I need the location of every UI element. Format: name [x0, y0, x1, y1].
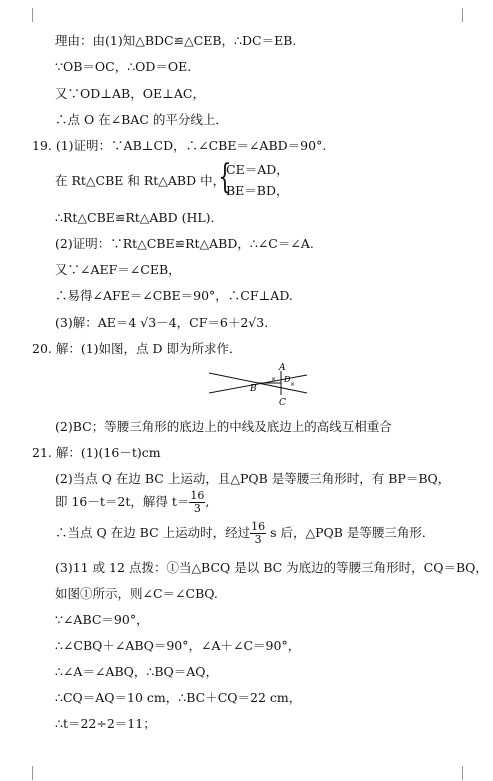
- text-line-q19-3: (3)解：AE＝4 √3－4，CF＝6＋2√3.: [55, 315, 269, 330]
- text-line-solve-t: [55, 490, 209, 515]
- text-line-abc-90: ∵∠ABC＝90°，: [55, 612, 149, 627]
- text-line-q21-2: (2)当点 Q 在边 BC 上运动，且△PQB 是等腰三角形时，有 BP＝BQ，: [55, 471, 451, 486]
- figure-label-b: B: [250, 384, 257, 394]
- text-line-t-value: ∴t＝22÷2＝11；: [55, 716, 156, 731]
- crop-mark-top-right: [462, 8, 477, 22]
- figure-label-c: C: [279, 398, 286, 407]
- fraction-16-3: [189, 490, 205, 515]
- text-line-figure-ref: 如图①所示，则∠C＝∠CBQ.: [55, 586, 218, 601]
- brace-symbol: {: [218, 157, 232, 197]
- solve-t-comma: ,: [205, 494, 210, 509]
- text-line-q19-1: 19. (1)证明：∵AB⊥CD，∴∠CBE＝∠ABD＝90°.: [32, 138, 327, 153]
- figure-label-a: A: [279, 363, 286, 373]
- figure-label-d: D: [284, 375, 291, 384]
- fraction-numerator: 16: [190, 489, 205, 502]
- text-line-perpendicular: 又∵OD⊥AB，OE⊥AC，: [55, 86, 205, 101]
- text-line-bq-aq: ∴∠A＝∠ABQ，∴BQ＝AQ，: [55, 664, 219, 679]
- text-line-angle-aef: 又∵∠AEF＝∠CEB，: [55, 262, 181, 277]
- construction-figure: [207, 363, 317, 407]
- fraction-16-3-b: [250, 521, 266, 546]
- text-line-be-bd: BE＝BD，: [226, 183, 289, 198]
- text-line-q19-triangles: 在 Rt△CBE 和 Rt△ABD 中，: [55, 173, 226, 188]
- text-line-ce-ad: CE＝AD，: [226, 162, 289, 177]
- text-line-q21-3: (3)11 或 12 点拨：①当△BCQ 是以 BC 为底边的等腰三角形时，CQ＝BQ，: [55, 560, 488, 575]
- fraction-numerator-b: 16: [251, 520, 266, 533]
- fraction-denominator-b: 3: [254, 533, 262, 546]
- text-line-cq-aq: ∴CQ＝AQ＝10 cm，∴BC＋CQ＝22 cm，: [55, 690, 302, 705]
- text-line-after-time: [55, 521, 434, 546]
- text-line-reason: 理由：由(1)知△BDC≌△CEB，∴DC＝EB.: [55, 33, 297, 48]
- text-line-q19-2: (2)证明：∵Rt△CBE≌Rt△ABD，∴∠C＝∠A.: [55, 236, 314, 251]
- fraction-denominator: 3: [193, 502, 201, 515]
- text-line-bisector: ∴点 O 在∠BAC 的平分线上．: [55, 112, 228, 127]
- crop-mark-bottom-left: [18, 766, 33, 780]
- text-line-q20-2: (2)BC；等腰三角形的底边上的中线及底边上的高线互相重合: [55, 419, 392, 434]
- text-line-q21-1: 21. 解：(1)(16－t)cm: [32, 445, 161, 460]
- text-line-q20-1: 20. 解：(1)如图，点 D 即为所求作．: [32, 341, 242, 356]
- text-line-angle-sum: ∴∠CBQ＋∠ABQ＝90°，∠A＋∠C＝90°，: [55, 638, 301, 653]
- figure-tick-2: ×: [290, 381, 296, 388]
- after-time-rest: s 后，△PQB 是等腰三角形．: [266, 525, 435, 540]
- text-line-cf-ad: ∴易得∠AFE＝∠CBE＝90°，∴CF⊥AD.: [55, 288, 293, 303]
- solve-t-text: 即 16－t＝2t，解得 t＝: [55, 494, 190, 509]
- text-line-ob-oc: ∵OB＝OC，∴OD＝OE.: [55, 59, 192, 74]
- crop-mark-bottom-right: [462, 766, 477, 780]
- text-line-hl: ∴Rt△CBE≌Rt△ABD (HL)．: [55, 210, 224, 225]
- crop-mark-top-left: [18, 8, 33, 22]
- figure-tick-1: ×: [271, 376, 277, 383]
- after-time-text: ∴当点 Q 在边 BC 上运动时，经过: [55, 525, 251, 540]
